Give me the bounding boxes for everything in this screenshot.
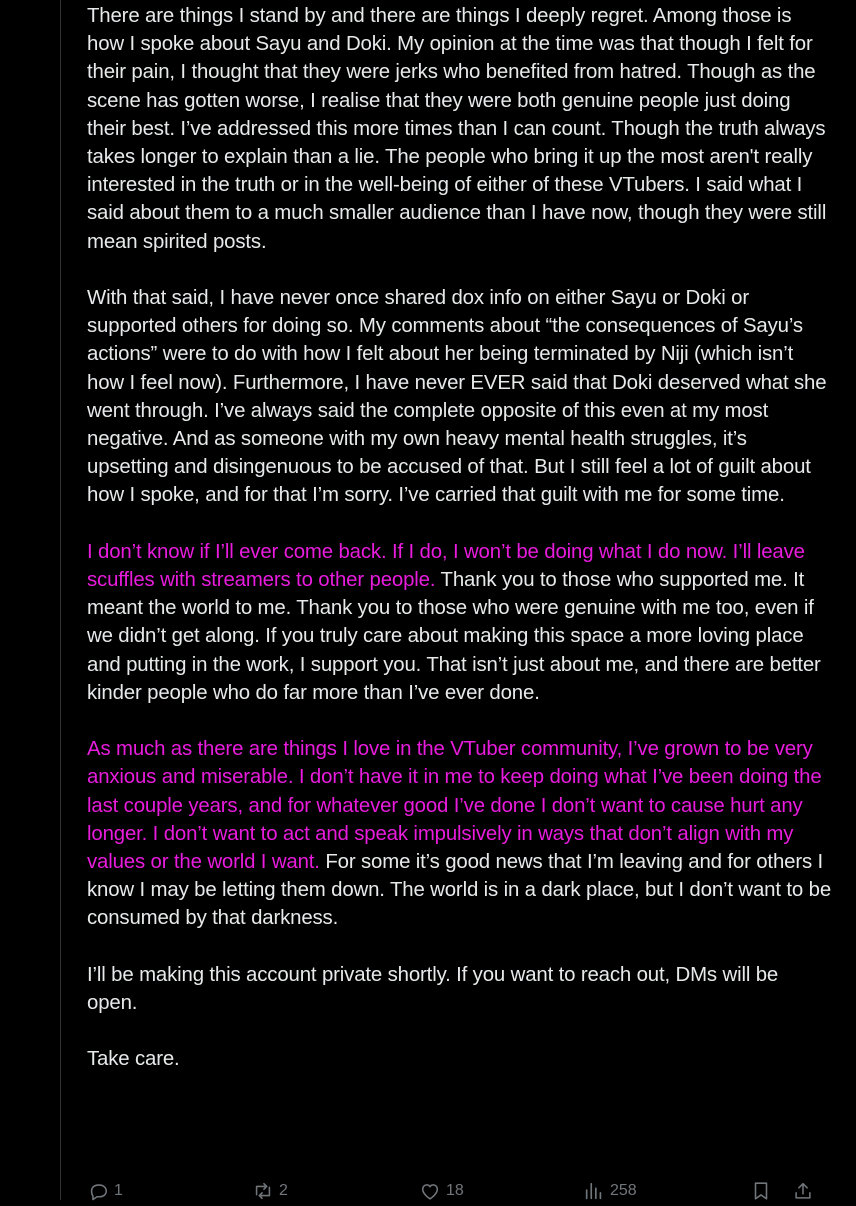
views-button[interactable] (583, 1176, 637, 1206)
analytics-icon (583, 1180, 605, 1202)
highlighted-text: As much as there are things I love in the VTuber community, I’ve grown to be very anxious and miserable. I don’t have it in me to keep doing what I’ve been doing the last couple years, and for whatever good I’ve done I don’t want to cause hurt any longer. I don’t want to act and speak impulsively in ways that don’t align with my values or the world I want. (87, 738, 822, 874)
bookmark-button[interactable] (750, 1176, 772, 1206)
paragraph-5 (87, 961, 832, 1017)
paragraph-text: With that said, I have never once shared dox info on either Sayu or Doki or supported others for doing so. My comments about “the consequences of Sayu’s actions” were to do with how I felt about her being terminated by Niji (which isn’t how I feel now). Furthermore, I have never EVER said that Doki deserved what she went through. I’ve always said the complete opposite of this even at my most negative. And as someone with my own heavy mental health struggles, it’s upsetting and disingenuous to be accused of that. But I still feel a lot of guilt about how I spoke, and for that I’m sorry. I’ve carried that guilt with me for some time. (87, 287, 827, 507)
share-button[interactable] (792, 1176, 814, 1206)
paragraph-text: I’ll be making this account private shortly. If you want to reach out, DMs will be open. (87, 963, 779, 1015)
repost-button[interactable] (252, 1176, 288, 1206)
highlighted-text: I don’t know if I’ll ever come back. If I do, I won’t be doing what I do now. I’ll leave scuffles with streamers to other people. (87, 540, 805, 592)
paragraph-4 (87, 735, 832, 932)
share-icon (792, 1180, 814, 1202)
reply-button[interactable] (87, 1176, 123, 1206)
reply-count: 1 (114, 1182, 123, 1199)
paragraph-3 (87, 538, 832, 707)
reply-icon (87, 1180, 109, 1202)
views-count: 258 (610, 1182, 637, 1199)
paragraph-text: Thank you to those who supported me. It meant the world to me. Thank you to those who were genuine with me too, even if we didn’t get along. If you truly care about making this space a more loving place and putting in the work, I support you. That isn’t just about me, and there are better kinder people who do far more than I’ve ever done. (87, 569, 821, 704)
post-column (60, 0, 856, 1200)
post-action-bar (0, 1176, 856, 1206)
repost-icon (252, 1180, 274, 1202)
paragraph-1 (87, 2, 832, 256)
paragraph-2 (87, 284, 832, 510)
paragraph-text: There are things I stand by and there are things I deeply regret. Among those is how I spoke about Sayu and Doki. My opinion at the time was that though I felt for their pain, I thought that they were jerks who benefited from hatred. Though as the scene has gotten worse, I realise that they were both genuine people just doing their best. I’ve addressed this more times than I can count. Though the truth always takes longer to explain than a lie. The people who bring it up the most aren't really interested in the truth or in the well-being of either of these VTubers. I said what I said about them to a much smaller audience than I have now, though they were still mean spirited posts. (87, 5, 827, 253)
paragraph-text: For some it’s good news that I’m leaving and for others I know I may be letting them down. The world is in a dark place, but I don’t want to be consumed by that darkness. (87, 851, 832, 930)
like-count: 18 (446, 1182, 464, 1199)
heart-icon (419, 1180, 441, 1202)
bookmark-icon (750, 1180, 772, 1202)
post-text (87, 2, 832, 1102)
repost-count: 2 (279, 1182, 288, 1199)
paragraph-6 (87, 1045, 832, 1073)
paragraph-text: Take care. (87, 1048, 180, 1071)
like-button[interactable] (419, 1176, 464, 1206)
